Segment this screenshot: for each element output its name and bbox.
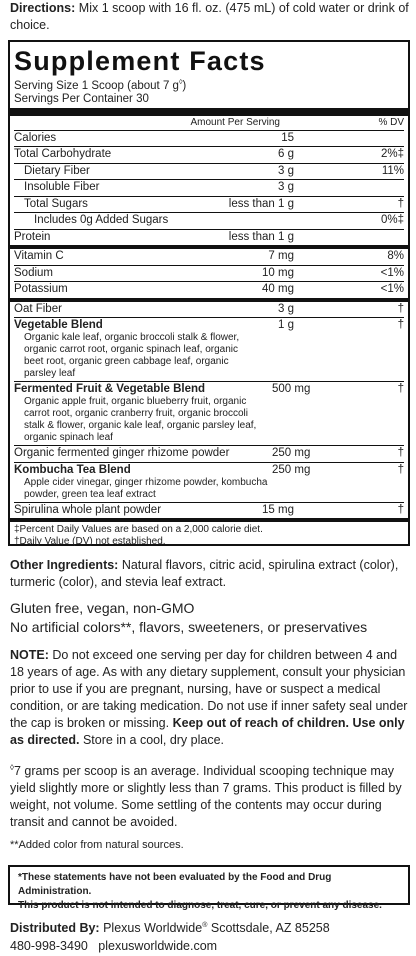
nutrient-row bbox=[14, 147, 404, 164]
amount-per-serving-header: Amount Per Serving bbox=[190, 116, 280, 128]
note-label: NOTE: bbox=[10, 648, 49, 662]
distributor-info bbox=[10, 917, 410, 955]
facts-column-header bbox=[14, 116, 404, 131]
other-ingredients bbox=[10, 557, 410, 591]
nutrient-dv bbox=[294, 230, 404, 246]
usage-note bbox=[10, 647, 410, 749]
scoop-note bbox=[10, 759, 410, 831]
blend-amount: 250 mg bbox=[272, 463, 311, 476]
divider-thick bbox=[10, 108, 408, 116]
nutrient-amount: 3 g bbox=[278, 181, 294, 194]
nutrient-dv: † bbox=[397, 197, 404, 210]
blend-vegetable bbox=[14, 318, 404, 382]
directions-text: Mix 1 scoop with 16 fl. oz. (475 mL) of cold water or drink of choice. bbox=[10, 1, 409, 32]
nutrient-amount: less than 1 g bbox=[228, 230, 294, 243]
color-note: **Added color from natural sources. bbox=[10, 839, 184, 851]
nutrient-row-ginger: Organic fermented ginger rhizome powder 250 mg † bbox=[14, 446, 404, 463]
nutrient-dv: 11% bbox=[381, 164, 404, 177]
nutrient-amount: 3 g bbox=[278, 164, 294, 177]
nutrient-name: Sodium bbox=[14, 266, 53, 279]
blend-dv: † bbox=[397, 463, 404, 476]
other-ingredients-text: Natural flavors, citric acid, spirulina extract (color), turmeric (color), and stevia leaf extract. bbox=[10, 558, 399, 589]
nutrient-amount: 40 mg bbox=[262, 283, 294, 296]
blend-name: Kombucha Tea Blend bbox=[14, 463, 131, 476]
dv-header: % DV bbox=[378, 116, 404, 128]
disclaimer-line-2: This product is not intended to diagnose, treat, cure, or prevent any disease. bbox=[18, 900, 382, 911]
nutrient-dv: 0%‡ bbox=[380, 214, 404, 227]
nutrient-row bbox=[14, 180, 404, 197]
note-storage: Store in a cool, dry place. bbox=[82, 733, 225, 747]
blend-name: Fermented Fruit & Vegetable Blend bbox=[14, 383, 206, 396]
nutrient-name: Vitamin C bbox=[14, 250, 64, 263]
nutrient-amount bbox=[174, 213, 294, 229]
nutrient-dv bbox=[294, 131, 404, 147]
distributor-location: Scottsdale, AZ 85258 bbox=[210, 921, 330, 936]
nutrient-amount: 10 mg bbox=[262, 266, 294, 279]
nutrient-name: Potassium bbox=[14, 283, 68, 296]
nutrient-group-1 bbox=[14, 131, 404, 246]
nutrient-dv: <1% bbox=[380, 283, 404, 296]
nutrient-amount: 15 bbox=[281, 131, 294, 144]
disclaimer-line-1: *These statements have not been evaluated by the Food and Drug Administration. bbox=[18, 872, 332, 897]
nutrient-name: Total Carbohydrate bbox=[14, 148, 112, 161]
nutrient-name: Insoluble Fiber bbox=[24, 181, 100, 194]
blend-dv: † bbox=[397, 383, 404, 396]
scoop-note-mark: ◊ bbox=[10, 763, 14, 772]
footnote-dv-basis: ‡Percent Daily Values are based on a 2,000 calorie diet. bbox=[14, 524, 263, 536]
nutrient-amount: 7 mg bbox=[268, 250, 294, 263]
nutrient-row bbox=[14, 213, 404, 230]
blend-kombucha bbox=[14, 463, 404, 503]
directions-label: Directions: bbox=[10, 1, 76, 15]
claim-line-2: No artificial colors**, flavors, sweeteners, or preservatives bbox=[10, 619, 368, 635]
blend-fermented bbox=[14, 382, 404, 446]
footnote-dv-not-established: †Daily Value (DV) not established. bbox=[14, 536, 166, 548]
product-claims bbox=[10, 599, 410, 637]
distributor-reg-mark: ® bbox=[202, 922, 208, 929]
blend-name: Vegetable Blend bbox=[14, 319, 103, 332]
nutrient-name: Calories bbox=[14, 131, 57, 144]
distributor-website: plexusworldwide.com bbox=[98, 939, 218, 954]
blend-amount: 500 mg bbox=[272, 383, 311, 396]
note-warning: Keep out of reach of children. Use only as directed. bbox=[10, 716, 405, 747]
nutrient-dv: 8% bbox=[387, 250, 404, 263]
nutrient-row bbox=[14, 266, 404, 283]
nutrient-dv: <1% bbox=[380, 266, 404, 279]
distributor-name: Plexus Worldwide bbox=[103, 921, 203, 936]
distributor-label: Distributed By: bbox=[10, 921, 100, 936]
nutrient-row-oat-fiber: Oat Fiber 3 g † bbox=[14, 302, 404, 319]
nutrient-row-spirulina: Spirulina whole plant powder 15 mg † bbox=[14, 503, 404, 516]
fda-disclaimer bbox=[8, 865, 410, 911]
nutrient-row bbox=[14, 197, 404, 214]
serving-size: Serving Size 1 Scoop (about 7 g◊) bbox=[14, 79, 187, 92]
blend-description: Organic apple fruit, organic blueberry fruit, organic carrot root, organic cranberry fruit, organic broccoli stalk & flower, organic kale leaf, organic parsley leaf, organic spinach leaf bbox=[24, 396, 257, 444]
blend-description: Apple cider vinegar, ginger rhizome powder, kombucha powder, green tea leaf extract bbox=[24, 476, 268, 500]
servings-per-container: Servings Per Container 30 bbox=[14, 92, 149, 105]
blend-amount: 1 g bbox=[278, 319, 294, 332]
nutrient-row bbox=[14, 164, 404, 181]
blend-description: Organic kale leaf, organic broccoli stalk & flower, organic carrot root, organic spinach leaf, organic beet root, organic green cabbage leaf, organic parsley leaf bbox=[24, 332, 240, 380]
nutrient-row bbox=[14, 230, 404, 246]
other-ingredients-label: Other Ingredients: bbox=[10, 558, 119, 572]
nutrient-row bbox=[14, 282, 404, 298]
nutrient-dv: 2%‡ bbox=[380, 148, 404, 161]
nutrient-amount: 6 g bbox=[278, 148, 294, 161]
supplement-facts-panel bbox=[8, 40, 410, 546]
note-text: Do not exceed one serving per day for children between 4 and 18 years of age. As with any dietary supplement, consult your physician prior to use if you are pregnant, nursing, have or suspect a medical condition, or are taking medication. Do not use if inner safety seal under the cap is broken or missing. bbox=[10, 648, 408, 730]
scoop-note-text: 7 grams per scoop is an average. Individual scooping technique may yield slightly more or slightly less than 7 grams. This product is filled by weight, not volume. Some settling of the contents may occur during transit and cannot be avoided. bbox=[10, 764, 402, 830]
facts-title: Supplement Facts bbox=[14, 46, 266, 76]
nutrient-row bbox=[14, 249, 404, 266]
directions bbox=[10, 0, 410, 34]
blend-dv: † bbox=[397, 319, 404, 332]
distributor-phone: 480-998-3490 bbox=[10, 939, 88, 954]
nutrient-amount: less than 1 g bbox=[228, 197, 294, 210]
nutrient-name: Protein bbox=[14, 230, 51, 243]
nutrient-name: Includes 0g Added Sugars bbox=[34, 214, 169, 227]
nutrient-row bbox=[14, 131, 404, 148]
nutrient-dv bbox=[294, 180, 404, 196]
nutrient-group-2 bbox=[14, 249, 404, 298]
nutrient-name: Total Sugars bbox=[24, 197, 88, 210]
nutrient-name: Dietary Fiber bbox=[24, 164, 90, 177]
facts-footnotes bbox=[14, 522, 404, 548]
claim-line-1: Gluten free, vegan, non-GMO bbox=[10, 600, 195, 616]
